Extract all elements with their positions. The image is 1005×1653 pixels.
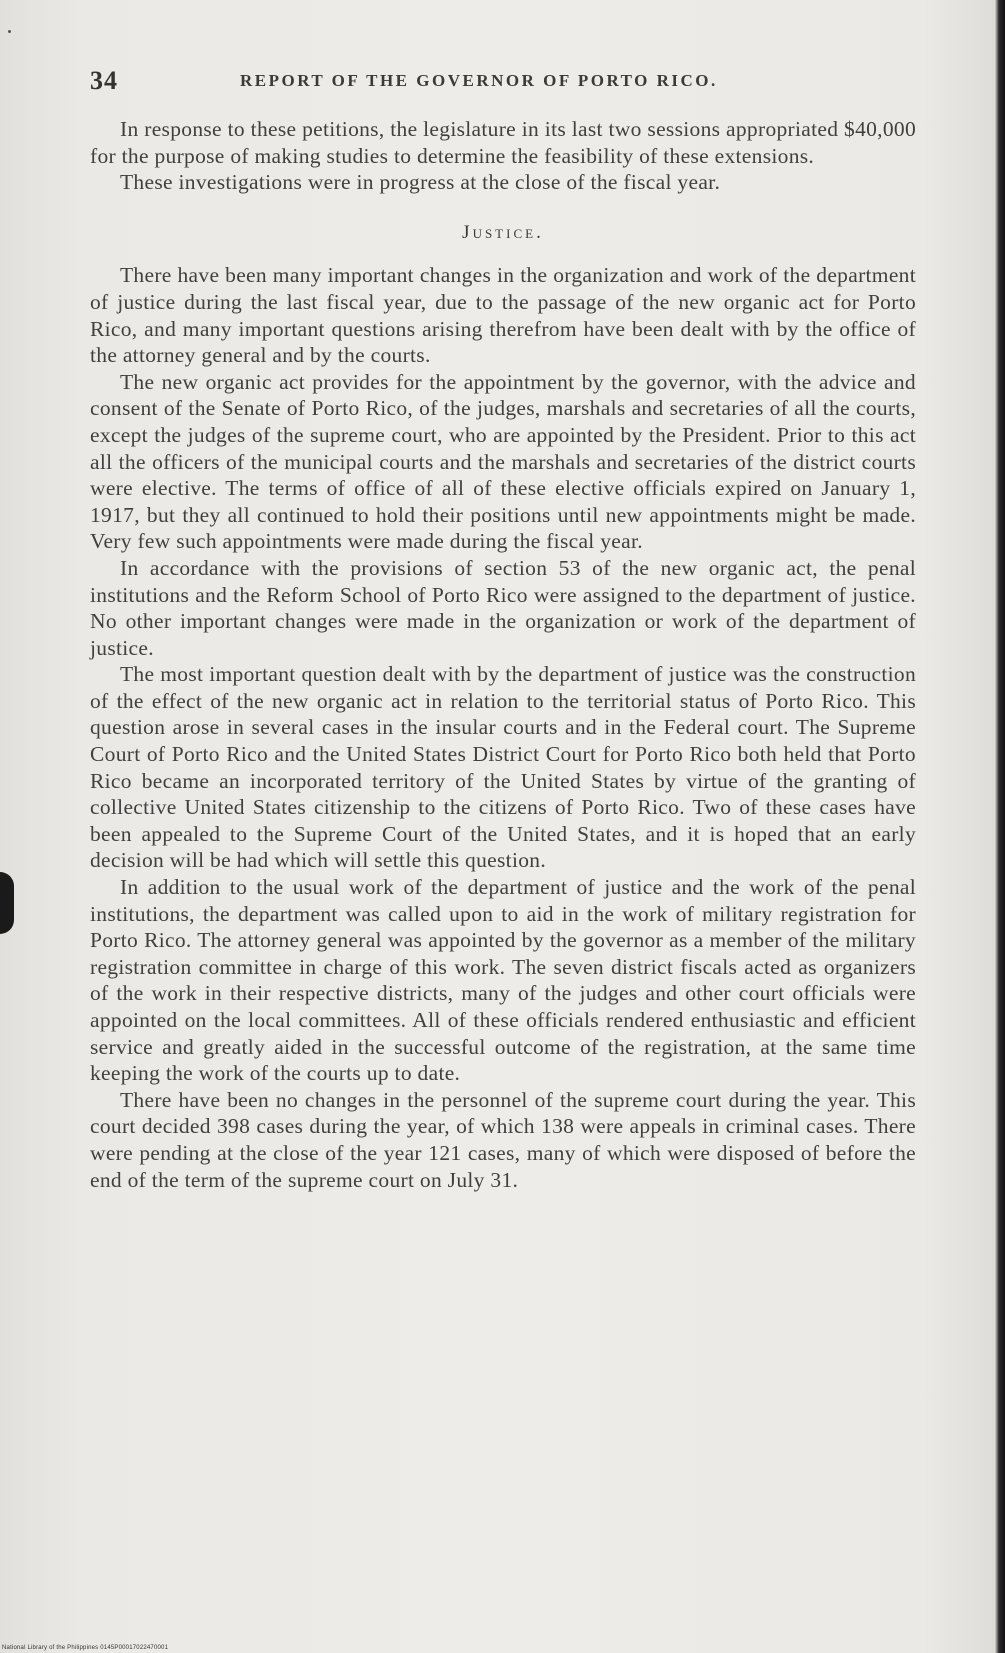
library-stamp: National Library of the Philippines 0145P00017022470001	[2, 1645, 169, 1651]
paragraph: The new organic act provides for the appointment by the governor, with the advice and consent of the Senate of Porto Rico, of the judges, marshals and secretaries of all the courts, except the judges of the supreme court, who are appointed by the President. Prior to this act all the officers of the municipal courts and the marshals and secretaries of the district courts were elective. The terms of office of all of these elective officials expired on January 1, 1917, but they all continued to hold their positions until new appointments might be made. Very few such appointments were made during the fiscal year.	[90, 369, 916, 554]
page-body	[90, 116, 916, 1193]
paragraph: There have been many important changes in the organization and work of the department of justice during the last fiscal year, due to the passage of the new organic act for Porto Rico, and many important questions arising therefrom have been dealt with by the office of the attorney general and by the courts.	[90, 263, 916, 368]
binding-shadow	[0, 872, 14, 934]
paragraph: These investigations were in progress at the close of the fiscal year.	[120, 170, 721, 195]
page-edge-shadow	[995, 0, 1005, 1653]
paragraph: In response to these petitions, the legislature in its last two sessions appropriated $40,000 for the purpose of making studies to determine the feasibility of these extensions.	[90, 117, 916, 168]
paragraph: The most important question dealt with by the department of justice was the construction of the effect of the new organic act in relation to the territorial status of Porto Rico. This question arose in several cases in the insular courts and in the Federal court. The Supreme Court of Porto Rico and the United States District Court for Porto Rico both held that Porto Rico became an incorporated territory of the United States by virtue of the granting of collective United States citizenship to the citizens of Porto Rico. Two of these cases have been appealed to the Supreme Court of the United States, and it is hoped that an early decision will be had which will settle this question.	[90, 662, 916, 873]
running-head: REPORT OF THE GOVERNOR OF PORTO RICO.	[240, 71, 718, 90]
dust-speck	[8, 30, 11, 33]
paragraph: There have been no changes in the personnel of the supreme court during the year. This court decided 398 cases during the year, of which 138 were appeals in criminal cases. There were pending at the close of the year 121 cases, many of which were disposed of before the end of the term of the supreme court on July 31.	[90, 1087, 916, 1192]
page-header	[90, 66, 920, 96]
section-heading: Justice.	[462, 221, 544, 243]
paragraph: In accordance with the provisions of section 53 of the new organic act, the penal institutions and the Reform School of Porto Rico were assigned to the department of justice. No other important changes were made in the organization or work of the department of justice.	[90, 555, 916, 660]
paragraph: In addition to the usual work of the department of justice and the work of the penal institutions, the department was called upon to aid in the work of military registration for Porto Rico. The attorney general was appointed by the governor as a member of the military registration committee in charge of this work. The seven district fiscals acted as organizers of the work in their respective districts, many of the judges and other court officials were appointed on the local committees. All of these officials rendered enthusiastic and efficient service and greatly aided in the successful outcome of the registration, at the same time keeping the work of the courts up to date.	[90, 875, 916, 1086]
page-number: 34	[90, 66, 118, 95]
